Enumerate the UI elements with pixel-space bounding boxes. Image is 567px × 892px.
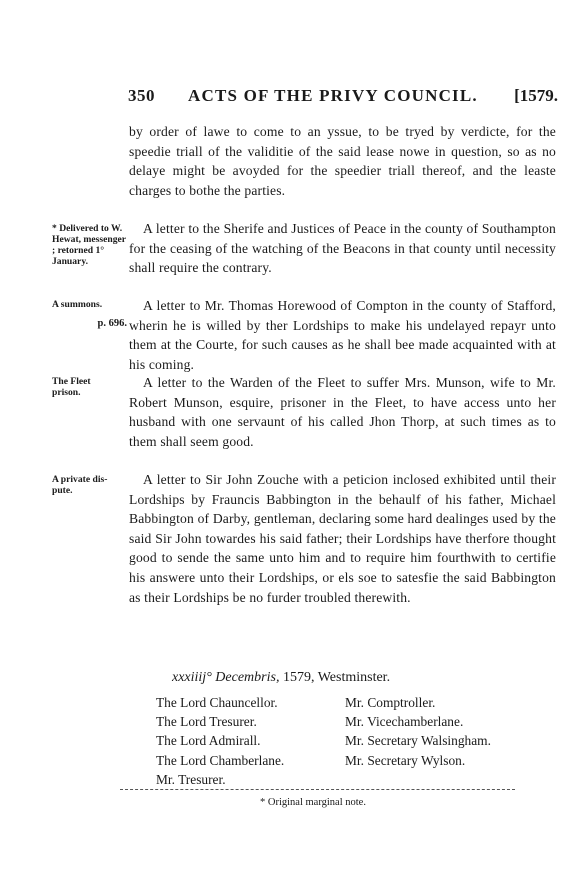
attendee: Mr. Vicechamberlane. bbox=[345, 714, 464, 730]
meeting-place: 1579, Westminster. bbox=[279, 670, 391, 685]
folio-marker: p. 696. bbox=[97, 318, 127, 329]
running-header bbox=[128, 86, 558, 108]
footnote: * Original marginal note. bbox=[260, 797, 366, 808]
attendee: Mr. Tresurer. bbox=[156, 771, 226, 787]
paragraph-text: A letter to Sir John Zouche with a peticion inclosed exhibited until their Lordships by Frauncis Babbington in the behaulf of his father, Michael Babbington of Darby, gentleman, declaring some hard dealinges used by the said Sir John towardes his said father; their Lordships have therfore thought good to sende the same unto him and to require him fourthwith to certifie his answere unto their Lordships, or els soe to satesfie the said Babbington as their Lordships be no furder troubled therewith. bbox=[129, 472, 556, 605]
footnote-divider bbox=[120, 789, 515, 790]
paragraph-continuation: by order of lawe to come to an yssue, to be tryed by verdicte, for the speedie triall of the validitie of the said lease nowe in question, so as no delaye might be avoyded for the speedier triall thereof, and the leaste charges to bothe the parties. bbox=[129, 124, 556, 198]
attendee: Mr. Secretary Walsingham. bbox=[345, 733, 491, 749]
attendee: Mr. Secretary Wylson. bbox=[345, 752, 466, 768]
paragraph-text: A letter to the Sherife and Justices of Peace in the county of Southampton for the ceasing of the watching of the Beacons in that county until necessity shall require the contrary. bbox=[129, 221, 556, 276]
paragraph-southampton-beacons bbox=[129, 219, 556, 278]
attendance-list-right bbox=[345, 693, 545, 770]
attendee: The Lord Chauncellor. bbox=[156, 695, 278, 710]
attendance-list-left bbox=[156, 693, 336, 789]
page-number: 350 bbox=[128, 86, 155, 105]
margin-note-fleet-prison: The Fleet prison. bbox=[52, 376, 91, 398]
running-title: ACTS OF THE PRIVY COUNCIL. bbox=[188, 86, 478, 105]
paragraph-private-dispute bbox=[129, 470, 556, 607]
attendee: The Lord Chamberlane. bbox=[156, 752, 285, 768]
header-year: [1579. bbox=[514, 86, 558, 105]
attendee: The Lord Admirall. bbox=[156, 733, 261, 749]
paragraph-fleet-prison bbox=[129, 373, 556, 451]
paragraph-text: A letter to Mr. Thomas Horewood of Compton in the county of Stafford, wherin he is willed by ther Lordships to make his undelayed repayr unto them at the Courte, for such causes as he shall bee made acquainted with at his coming. bbox=[129, 298, 556, 372]
attendee: The Lord Tresurer. bbox=[156, 714, 257, 730]
paragraph-text: A letter to the Warden of the Fleet to suffer Mrs. Munson, wife to Mr. Robert Munson, esquire, prisoner in the Fleet, to have access unto her husband with one servaunt of his called Jhon Thorp, at such times as to them shall seem good. bbox=[129, 375, 556, 449]
margin-note-summons: A summons. bbox=[52, 299, 103, 310]
meeting-heading bbox=[172, 670, 390, 686]
margin-note-delivered: * Delivered to W. Hewat, messenger ; retorned 1° January. bbox=[52, 223, 126, 267]
margin-note-private-dispute: A private dis-pute. bbox=[52, 474, 108, 496]
attendee: Mr. Comptroller. bbox=[345, 695, 436, 710]
paragraph-summons bbox=[129, 296, 556, 374]
meeting-date: xxxiiij° Decembris, bbox=[172, 670, 280, 685]
